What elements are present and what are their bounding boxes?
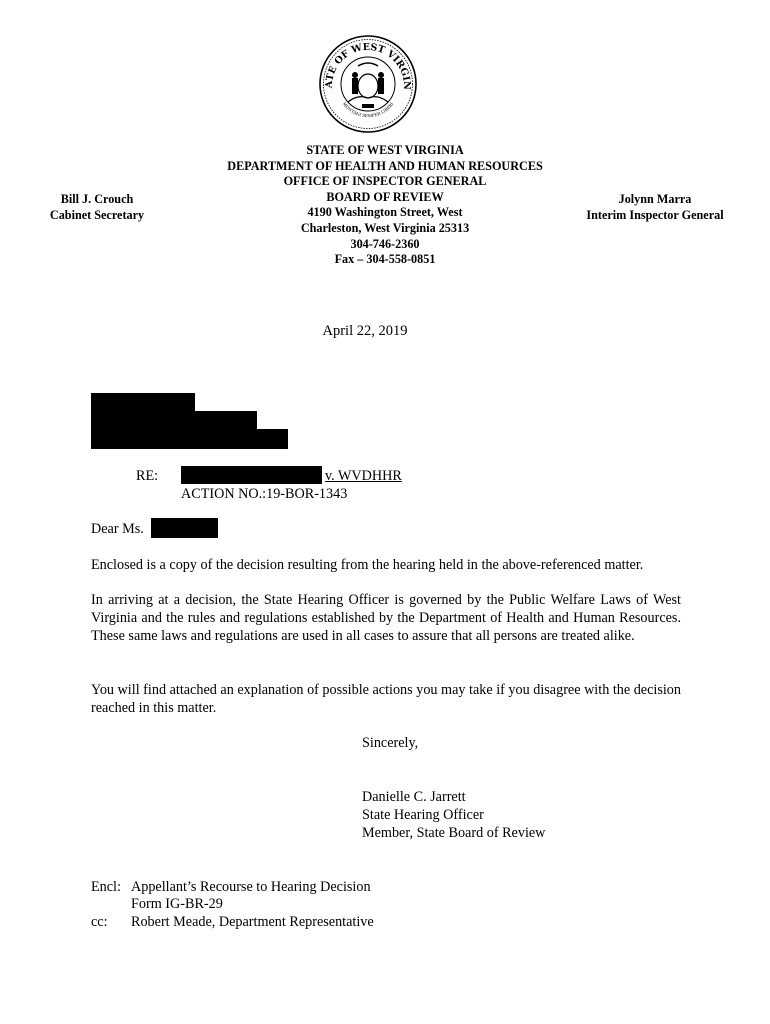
paragraph-governance: In arriving at a decision, the State Hearing Officer is governed by the Public Welfare Laws of West Virginia and the rules and regulations established by the Department of Health and Human Resources. These same laws and regulations are used in all cases to assure that all persons are treated alike. — [91, 592, 681, 644]
re-action-number: ACTION NO.:19-BOR-1343 — [181, 486, 348, 502]
letterhead-line: OFFICE OF INSPECTOR GENERAL — [283, 174, 487, 189]
paragraph-enclosed: Enclosed is a copy of the decision resulting from the hearing held in the above-referenced matter. — [91, 557, 644, 573]
signature-member: Member, State Board of Review — [362, 825, 546, 841]
closing: Sincerely, — [362, 735, 419, 751]
redacted-address-line — [91, 411, 257, 429]
paragraph-recourse: You will find attached an explanation of possible actions you may take if you disagree with the decision reached in this matter. — [91, 682, 681, 716]
salutation: Dear Ms. — [91, 521, 144, 537]
redacted-address-line — [91, 393, 195, 411]
encl-label: Encl: — [91, 879, 121, 895]
encl-line-1: Appellant’s Recourse to Hearing Decision — [131, 879, 371, 895]
letter-date: April 22, 2019 — [322, 323, 408, 339]
letterhead-line: Fax – 304-558-0851 — [334, 252, 436, 267]
letterhead-line: DEPARTMENT OF HEALTH AND HUMAN RESOURCES — [227, 158, 543, 173]
seal-motto: MONTANI SEMPER LIBERI — [341, 101, 395, 119]
redacted-recipient-name — [151, 518, 218, 538]
redacted-address-line — [91, 429, 288, 449]
signature-name: Danielle C. Jarrett — [362, 789, 466, 805]
seal-icon — [318, 34, 418, 134]
cc-label: cc: — [91, 914, 108, 930]
inspector-general-block — [575, 191, 735, 223]
inspector-general-name: Jolynn Marra — [618, 192, 692, 206]
re-case-suffix: v. WVDHHR — [325, 468, 402, 484]
cabinet-secretary-title: Cabinet Secretary — [49, 208, 145, 222]
cabinet-secretary-name: Bill J. Crouch — [60, 192, 134, 206]
cabinet-secretary-block — [30, 191, 164, 223]
letterhead-line: BOARD OF REVIEW — [326, 189, 444, 204]
inspector-general-title: Interim Inspector General — [586, 208, 724, 222]
encl-line-2: Form IG-BR-29 — [131, 896, 223, 912]
letterhead-line: STATE OF WEST VIRGINIA — [306, 143, 464, 157]
redacted-appellant-name — [181, 466, 322, 484]
signature-title: State Hearing Officer — [362, 807, 484, 823]
seal-text: ATE OF WEST VIRGIN — [323, 41, 413, 90]
letterhead-line: 4190 Washington Street, West — [307, 205, 463, 220]
letterhead-line: Charleston, West Virginia 25313 — [300, 220, 470, 235]
cc-line: Robert Meade, Department Representative — [131, 914, 374, 930]
re-label: RE: — [136, 468, 159, 484]
letterhead-line: 304-746-2360 — [350, 236, 420, 251]
state-seal — [318, 34, 418, 134]
letterhead — [150, 143, 620, 268]
